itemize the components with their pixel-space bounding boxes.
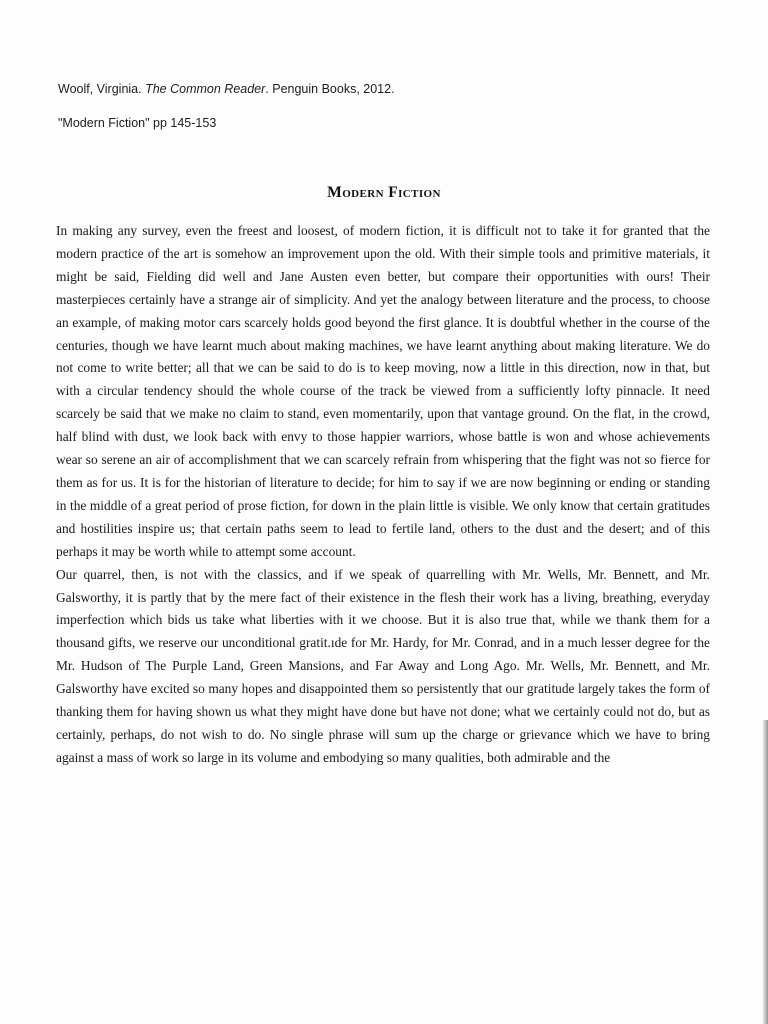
citation-author-prefix: Woolf, Virginia.	[58, 82, 146, 96]
citation-publisher: . Penguin Books, 2012.	[265, 82, 395, 96]
essay-title: Modern Fiction	[327, 184, 441, 201]
citation-book-title: The Common Reader	[145, 82, 266, 96]
paragraph-1: In making any survey, even the freest and loosest, of modern fiction, it is difficult not to take it for granted that the modern practice of the art is somehow an improvement upon the old. With their simple tools and primitive materials, it might be said, Fielding did well and Jane Austen even better, but compare their opportunities with ours! Their masterpieces certainly have a strange air of simplicity. And yet the analogy between literature and the process, to choose an example, of making motor cars scarcely holds good beyond the first glance. It is doubtful whether in the course of the centuries, though we have learnt much about making machines, we have learnt anything about making literature. We do not come to write better; all that we can be said to do is to keep moving, now a little in this direction, now in that, but with a circular tendency should the whole course of the track be viewed from a sufficiently lofty pinnacle. It need scarcely be said that we make no claim to stand, even momentarily, upon that vantage ground. On the flat, in the crowd, half blind with dust, we look back with envy to those happier warriors, whose battle is won and whose achievements wear so serene an air of accomplishment that we can scarcely refrain from whispering that the fight was not so fierce for them as for us. It is for the historian of literature to decide; for him to say if we are now beginning or ending or standing in the middle of a great period of prose fiction, for down in the plain little is visible. We only know that certain gratitudes and hostilities inspire us; that certain paths seem to lead to fertile land, others to the dust and the desert; and of this perhaps it may be worth while to attempt some account.	[56, 223, 710, 559]
page-edge-shadow	[762, 720, 768, 1024]
essay-body	[56, 220, 710, 770]
paragraph-2: Our quarrel, then, is not with the classics, and if we speak of quarrelling with Mr. Wells, Mr. Bennett, and Mr. Galsworthy, it is partly that by the mere fact of their existence in the flesh their work has a living, breathing, everyday imperfection which bids us take what liberties with it we choose. But it is also true that, while we thank them for a thousand gifts, we reserve our unconditional gratit.ıde for Mr. Hardy, for Mr. Conrad, and in a much lesser degree for the Mr. Hudson of The Purple Land, Green Mansions, and Far Away and Long Ago. Mr. Wells, Mr. Bennett, and Mr. Galsworthy have excited so many hopes and disappointed them so persistently that our gratitude largely takes the form of thanking them for having shown us what they might have done but have not done; what we certainly could not do, but as certainly, perhaps, do not wish to do. No single phrase will sum up the charge or grievance which we have to bring against a mass of work so large in its volume and embodying so many qualities, both admirable and the	[56, 566, 710, 765]
citation-source	[58, 82, 395, 96]
citation-pages: "Modern Fiction" pp 145-153	[58, 116, 217, 130]
